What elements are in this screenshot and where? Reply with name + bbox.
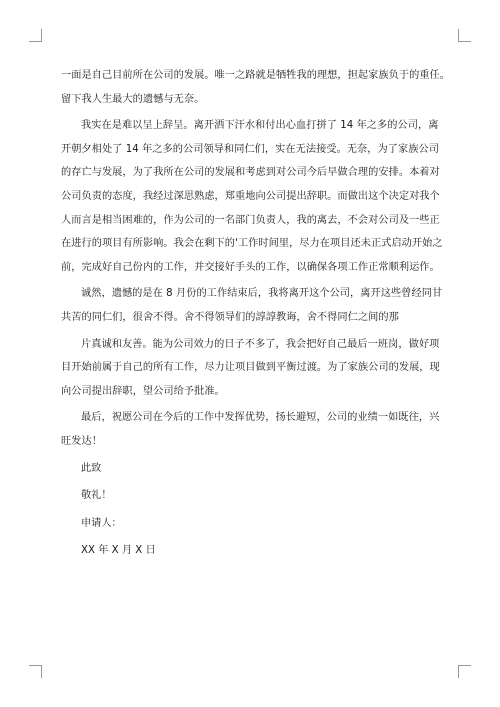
text-line: 向公司提出辞职，望公司给予批准。 — [61, 385, 225, 397]
text-line: 一面是自己目前所在公司的发展。唯一之路就是牺牲我的理想，担起家族负于的重任。 — [61, 70, 451, 81]
text-line: 旺发达！ — [61, 435, 102, 447]
closing-salutation: 此致 — [81, 462, 102, 474]
page-corner-bottom-left — [29, 665, 42, 678]
text-line: 我实在是难以呈上辞呈。离开洒下汗水和付出心血打拼了 14 年之多的公司，离 — [81, 120, 439, 132]
text-line: 公司负责的态度，我经过深思熟虑，郑重地向公司提出辞职。而做出这个决定对我个 — [61, 190, 440, 202]
date-line: XX 年 X 月 X 日 — [81, 545, 156, 557]
page-corner-top-right — [458, 29, 471, 42]
page-corner-top-left — [29, 29, 42, 42]
paragraph-1 — [61, 64, 451, 111]
text-line: 在进行的项目有所影响。我会在剩下的'工作时间里，尽力在项目还未正式启动开始之 — [61, 238, 443, 250]
text-line: 目开始前属于自己的所有工作，尽力让项目做到平衡过渡。为了家族公司的发展，现 — [61, 362, 440, 374]
text-line: 共苦的同仁们，很舍不得。舍不得领导们的諄諄教诲，舍不得同仁之间的那 — [61, 311, 399, 323]
text-line: 前，完成好自己份内的工作，并交接好手头的工作，以确保各项工作正常顺利运作。 — [61, 261, 440, 273]
paragraph-5 — [61, 406, 451, 453]
applicant-label: 申请人： — [81, 517, 122, 529]
paragraph-2 — [61, 114, 451, 279]
page-corner-bottom-right — [458, 665, 471, 678]
text-line: 最后，祝愿公司在今后的工作中发挥优势，扬长避短，公司的业绩一如既往，兴 — [81, 412, 440, 424]
paragraph-3 — [61, 282, 451, 329]
text-line: 留下我人生最大的遗憾与无奈。 — [61, 93, 205, 105]
paragraph-4 — [61, 333, 451, 404]
text-line: 诚然，遗憾的是在 8 月份的工作结束后，我将离开这个公司，离开这些曾经同甘 — [81, 288, 443, 300]
text-line: 开朝夕相处了 14 年之多的公司领导和同仁们，实在无法接受。无奈，为了家族公司 — [61, 143, 439, 155]
text-line: 片真诚和友善。能为公司效力的日子不多了，我会把好自己最后一班岗，做好项 — [81, 338, 440, 350]
text-line: 的存亡与发展，为了我所在公司的发展和考虑到对公司今后早做合理的安排。本着对 — [61, 167, 440, 179]
text-line: 人而言是相当困难的，作为公司的一名部门负责人，我的离去，不会对公司及一些正 — [61, 214, 440, 226]
document-body — [61, 64, 451, 567]
closing-respect: 敬礼！ — [81, 490, 112, 502]
